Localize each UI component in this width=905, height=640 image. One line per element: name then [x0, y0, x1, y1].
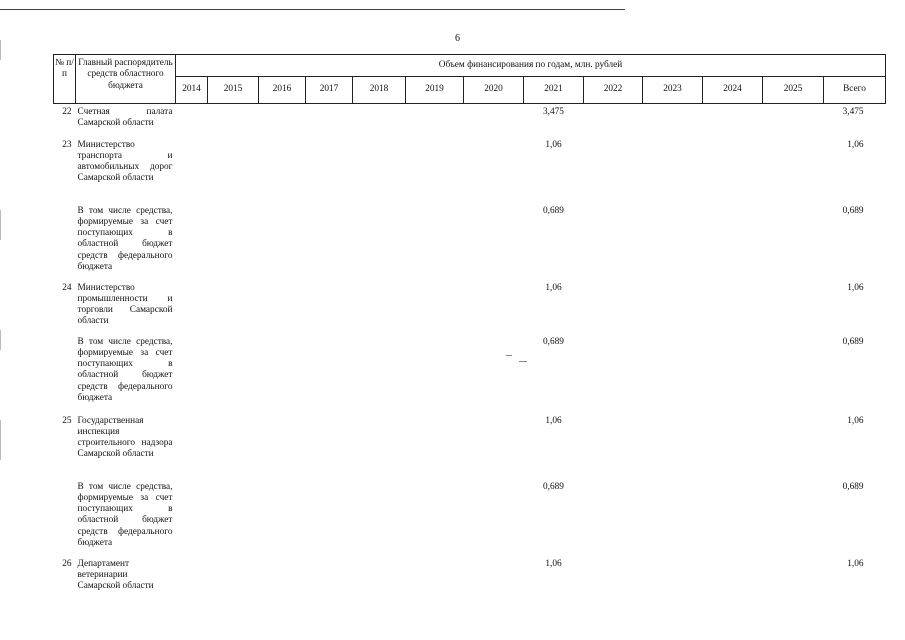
- scan-speck: [506, 355, 512, 356]
- row-number: [54, 334, 76, 413]
- header-year: 2018: [353, 77, 406, 104]
- row-name: Департамент ветеринарии Самарской области: [77, 558, 154, 592]
- row-value-2021: 1,06: [545, 415, 562, 426]
- table-row: [54, 334, 886, 413]
- table-row: [54, 280, 886, 334]
- row-name: Государственная инспекция строительного надзора Самарской области: [77, 415, 173, 460]
- scan-edge-mark: [0, 40, 1, 60]
- row-total: 3,475: [842, 107, 864, 117]
- row-total: 0,689: [842, 481, 864, 492]
- row-number: [54, 479, 76, 556]
- row-value-2021: 1,06: [545, 139, 562, 150]
- header-year: 2014: [176, 77, 208, 104]
- row-value-2021: 1,06: [545, 282, 562, 293]
- table-row: [54, 104, 886, 137]
- table-row: [54, 479, 886, 556]
- row-total: 1,06: [847, 558, 864, 569]
- header-manager: Главный распорядитель средств областного бюджета: [76, 55, 176, 104]
- header-year: 2019: [406, 77, 464, 104]
- row-number: 25: [62, 415, 72, 426]
- header-year: 2024: [703, 77, 763, 104]
- row-name: Министерство промышленности и торговли Самарской области: [77, 282, 173, 327]
- row-total: 1,06: [847, 139, 864, 150]
- header-total: Всего: [824, 77, 886, 104]
- page-number: 6: [455, 33, 460, 44]
- row-value-2021: 0,689: [543, 481, 564, 492]
- row-total: 1,06: [847, 282, 864, 293]
- table-row: [54, 413, 886, 479]
- row-name: В том числе средства, формируемые за счет поступающих в областной бюджет средств федерального бюджета: [77, 481, 173, 548]
- row-total: 1,06: [847, 415, 864, 426]
- row-value-2021: 0,689: [543, 205, 564, 216]
- header-funding: Объем финансирования по годам, млн. рублей: [176, 55, 886, 77]
- scan-edge-mark: [0, 420, 1, 460]
- row-name: В том числе средства, формируемые за счет поступающих в областной бюджет средств федерального бюджета: [77, 336, 173, 403]
- row-number: 26: [62, 558, 72, 569]
- top-rule: [0, 9, 625, 10]
- header-year: 2025: [763, 77, 824, 104]
- header-year: 2021: [524, 77, 584, 104]
- row-number: 24: [62, 282, 72, 293]
- row-number: [54, 203, 76, 280]
- row-total: 0,689: [842, 205, 864, 216]
- row-value-2021: 0,689: [543, 336, 564, 347]
- header-year: 2020: [464, 77, 524, 104]
- scan-speck: [519, 361, 527, 362]
- header-year: 2022: [584, 77, 643, 104]
- header-year: 2023: [643, 77, 703, 104]
- row-name: Счетная палата Самарской области: [77, 107, 173, 129]
- scan-edge-mark: [0, 330, 1, 350]
- header-year: 2016: [259, 77, 306, 104]
- row-total: 0,689: [842, 336, 864, 347]
- row-value-2021: 3,475: [543, 107, 564, 117]
- scan-edge-mark: [0, 210, 1, 240]
- row-number: 23: [62, 139, 72, 150]
- table-row: [54, 556, 886, 598]
- table-row: [54, 203, 886, 280]
- header-year: 2017: [306, 77, 353, 104]
- table-row: [54, 137, 886, 203]
- row-value-2021: 1,06: [545, 558, 562, 569]
- row-name: Министерство транспорта и автомобильных дорог Самарской области: [77, 139, 173, 184]
- row-name: В том числе средства, формируемые за счет поступающих в областной бюджет средств федерального бюджета: [77, 205, 173, 272]
- header-year: 2015: [208, 77, 259, 104]
- funding-table: [53, 54, 886, 598]
- header-number: № п/п: [54, 55, 76, 104]
- row-number: 22: [62, 107, 72, 117]
